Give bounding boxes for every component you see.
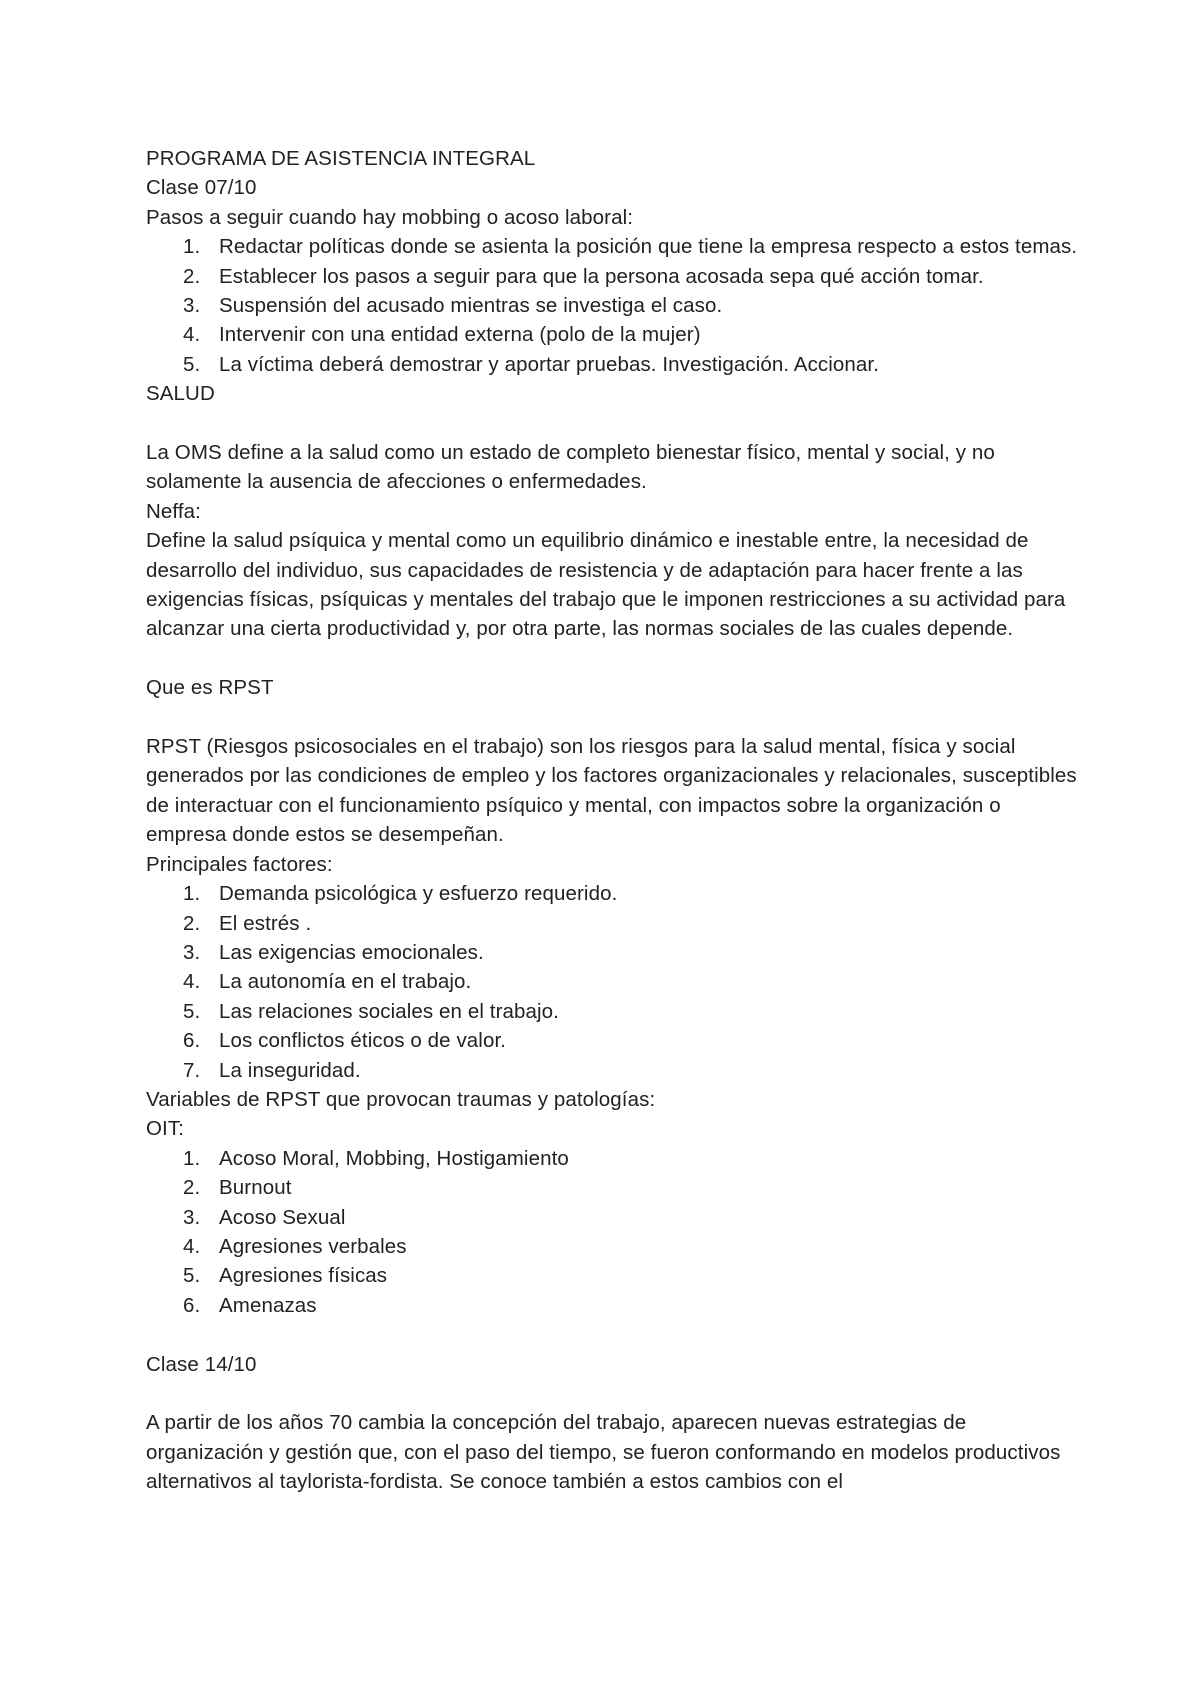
neffa-definition: Define la salud psíquica y mental como un equilibrio dinámico e inestable entre, la necesidad de desarrollo del individuo, sus capacidades de resistencia y de adaptación para hacer frente a las exigencias físicas, psíquicas y mentales del trabajo que le imponen restricciones a su actividad para alcanzar una cierta productividad y, por otra parte, las normas sociales de las cuales depende. (146, 529, 1066, 641)
list-item-text: Intervenir con una entidad externa (polo de la mujer) (219, 323, 701, 347)
factors-label: Principales factores: (146, 852, 333, 876)
blank-line (146, 644, 1086, 673)
rpst-question: Que es RPST (146, 676, 274, 700)
rpst-definition: RPST (Riesgos psicosociales en el trabajo) son los riesgos para la salud mental, física y social generados por las condiciones de empleo y los factores organizacionales y relacionales, susceptibles de interactuar con el funcionamiento psíquico y mental, con impactos sobre la organización o empresa donde estos se desempeñan. (146, 735, 1077, 847)
list-item (146, 1026, 1086, 1055)
list-item-number: 3. (183, 940, 201, 964)
class-heading: Clase 07/10 (146, 176, 257, 200)
oit-list (146, 1144, 1086, 1320)
list-item-text: Establecer los pasos a seguir para que la persona acosada sepa qué acción tomar. (219, 264, 984, 288)
list-item-text: El estrés . (219, 911, 312, 935)
list-item (146, 967, 1086, 996)
blank-line (146, 703, 1086, 732)
oms-definition: La OMS define a la salud como un estado de completo bienestar físico, mental y social, y no solamente la ausencia de afecciones o enfermedades. (146, 441, 995, 494)
list-item-text: Agresiones físicas (219, 1264, 388, 1288)
list-item (146, 1173, 1086, 1202)
list-item (146, 1232, 1086, 1261)
list-item-text: Burnout (219, 1176, 292, 1200)
list-item (146, 232, 1086, 261)
list-item-number: 4. (183, 323, 201, 347)
list-item-number: 4. (183, 970, 201, 994)
list-item (146, 320, 1086, 349)
list-item-number: 6. (183, 1293, 201, 1317)
list-item-text: Los conflictos éticos o de valor. (219, 1029, 507, 1053)
blank-line (146, 1379, 1086, 1408)
list-item-number: 7. (183, 1058, 201, 1082)
list-item-text: La inseguridad. (219, 1058, 361, 1082)
list-item (146, 879, 1086, 908)
list-item-text: Agresiones verbales (219, 1234, 407, 1258)
variables-label: Variables de RPST que provocan traumas y patologías: (146, 1087, 656, 1111)
list-item (146, 909, 1086, 938)
list-item-number: 1. (183, 1146, 201, 1170)
oit-label: OIT: (146, 1117, 184, 1141)
list-item-number: 2. (183, 264, 201, 288)
list-item (146, 1291, 1086, 1320)
list-item-number: 3. (183, 1205, 201, 1229)
document-page (146, 144, 1086, 1497)
list-item (146, 1261, 1086, 1290)
list-item (146, 350, 1086, 379)
list-item-text: Acoso Sexual (219, 1205, 346, 1229)
list-item-number: 5. (183, 999, 201, 1023)
blank-line (146, 409, 1086, 438)
list-item-text: Amenazas (219, 1293, 317, 1317)
list-item-number: 2. (183, 911, 201, 935)
section-heading-salud: SALUD (146, 382, 215, 406)
list-item-number: 1. (183, 882, 201, 906)
document-title: PROGRAMA DE ASISTENCIA INTEGRAL (146, 147, 536, 170)
list-item (146, 1203, 1086, 1232)
class2-paragraph: A partir de los años 70 cambia la concepción del trabajo, aparecen nuevas estrategias de organización y gestión que, con el paso del tiempo, se fueron conformando en modelos productivos alternativos al taylorista-fordista. Se conoce también a estos cambios con el (146, 1411, 1061, 1494)
class-heading: Clase 14/10 (146, 1352, 257, 1376)
list-item-number: 6. (183, 1029, 201, 1053)
list-item-text: La autonomía en el trabajo. (219, 970, 472, 994)
list-item-text: Las relaciones sociales en el trabajo. (219, 999, 559, 1023)
list-item (146, 938, 1086, 967)
list-item (146, 1144, 1086, 1173)
blank-line (146, 1320, 1086, 1349)
list-item-number: 5. (183, 352, 201, 376)
list-item-text: Demanda psicológica y esfuerzo requerido. (219, 882, 618, 906)
mobbing-intro: Pasos a seguir cuando hay mobbing o acoso laboral: (146, 205, 634, 229)
list-item-number: 2. (183, 1176, 201, 1200)
list-item-text: Redactar políticas donde se asienta la posición que tiene la empresa respecto a estos temas. (219, 235, 1078, 259)
list-item (146, 997, 1086, 1026)
list-item-number: 1. (183, 235, 201, 259)
list-item-text: La víctima deberá demostrar y aportar pruebas. Investigación. Accionar. (219, 352, 880, 376)
list-item-text: Las exigencias emocionales. (219, 940, 484, 964)
list-item-number: 3. (183, 294, 201, 318)
list-item-text: Suspensión del acusado mientras se investiga el caso. (219, 294, 723, 318)
list-item (146, 291, 1086, 320)
list-item-number: 4. (183, 1234, 201, 1258)
list-item-number: 5. (183, 1264, 201, 1288)
factors-list (146, 879, 1086, 1085)
mobbing-steps-list (146, 232, 1086, 379)
list-item-text: Acoso Moral, Mobbing, Hostigamiento (219, 1146, 569, 1170)
list-item (146, 262, 1086, 291)
neffa-label: Neffa: (146, 499, 201, 523)
list-item (146, 1056, 1086, 1085)
